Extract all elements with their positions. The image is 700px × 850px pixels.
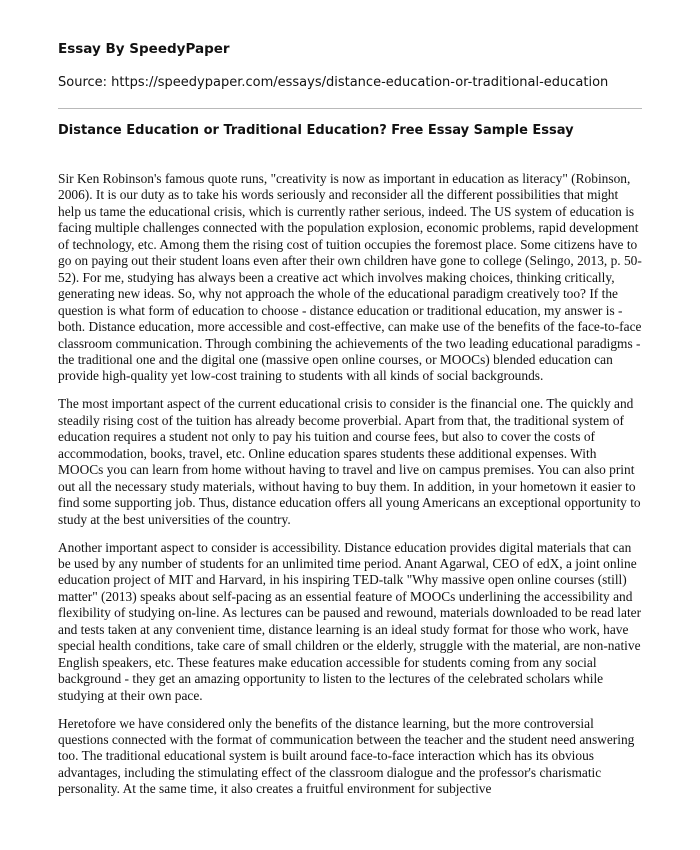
brand-heading: Essay By SpeedyPaper xyxy=(58,41,230,57)
essay-body xyxy=(58,171,642,798)
divider xyxy=(58,108,642,109)
paragraph: Another important aspect to consider is accessibility. Distance education provides digital materials that can be used by any number of students for an unlimited time period. Anant Agarwal, CEO of edX, a joint online education project of MIT and Harvard, in his inspiring TED-talk "Why massive open online courses (still) matter" (2013) speaks about self-pacing as an essential feature of MOOCs underlining the accessibility and flexibility of studying on-line. As lectures can be paused and rewound, materials downloaded to be read later and tests taken at any convenient time, distance learning is an ideal study format for those who work, have special health conditions, take care of small children or the elderly, struggle with the material, are non-native English speakers, etc. These features make education accessible for students coming from any social background - they get an amazing opportunity to listen to the lectures of the celebrated scholars while studying at their own pace. xyxy=(58,539,642,703)
paragraph: Sir Ken Robinson's famous quote runs, "creativity is now as important in education as literacy" (Robinson, 2006). It is our duty as to take his words seriously and reconsider all the different possibilities that might help us tame the educational crisis, which is currently rather serious, indeed. The US system of education is facing multiple challenges connected with the population explosion, economic problems, rapid development of technology, etc. Among them the rising cost of tuition occupies the foremost place. Some citizens have to go on paying out their student loans even after their own children have gone to college (Selingo, 2013, p. 50-52). For me, studying has always been a creative act which involves making choices, thinking critically, generating new ideas. So, why not approach the whole of the educational paradigm creatively too? If the question is what form of education to choose - distance education or traditional education, my answer is - both. Distance education, more accessible and cost-effective, can make use of the benefits of the face-to-face classroom communication. Through combining the achievements of the two leading educational paradigms - the traditional one and the digital one (massive open online courses, or MOOCs) blended education can provide high-quality yet low-cost training to students with all kinds of social backgrounds. xyxy=(58,171,642,384)
paragraph: Heretofore we have considered only the benefits of the distance learning, but the more controversial questions connected with the format of communication between the teacher and the student need answering too. The traditional educational system is built around face-to-face interaction which has its obvious advantages, including the stimulating effect of the classroom dialogue and the professor's charismatic personality. At the same time, it also creates a fruitful environment for subjective xyxy=(58,715,635,797)
essay-title: Distance Education or Traditional Education? Free Essay Sample Essay xyxy=(58,123,574,138)
source-line: Source: https://speedypaper.com/essays/distance-education-or-traditional-education xyxy=(58,75,609,90)
paragraph: The most important aspect of the current educational crisis to consider is the financial one. The quickly and steadily rising cost of the tuition has already become proverbial. Apart from that, the traditional system of education requires a student not only to pay his tuition and course fees, but also to cover the costs of accommodation, books, travel, etc. Online education spares students these additional expenses. With MOOCs you can learn from home without having to travel and live on campus premises. You can also print out all the necessary study materials, without having to buy them. In addition, in your hometown it easier to find some supporting job. Thus, distance education offers all young Americans an exceptional opportunity to study at the best universities of the country. xyxy=(58,396,641,527)
